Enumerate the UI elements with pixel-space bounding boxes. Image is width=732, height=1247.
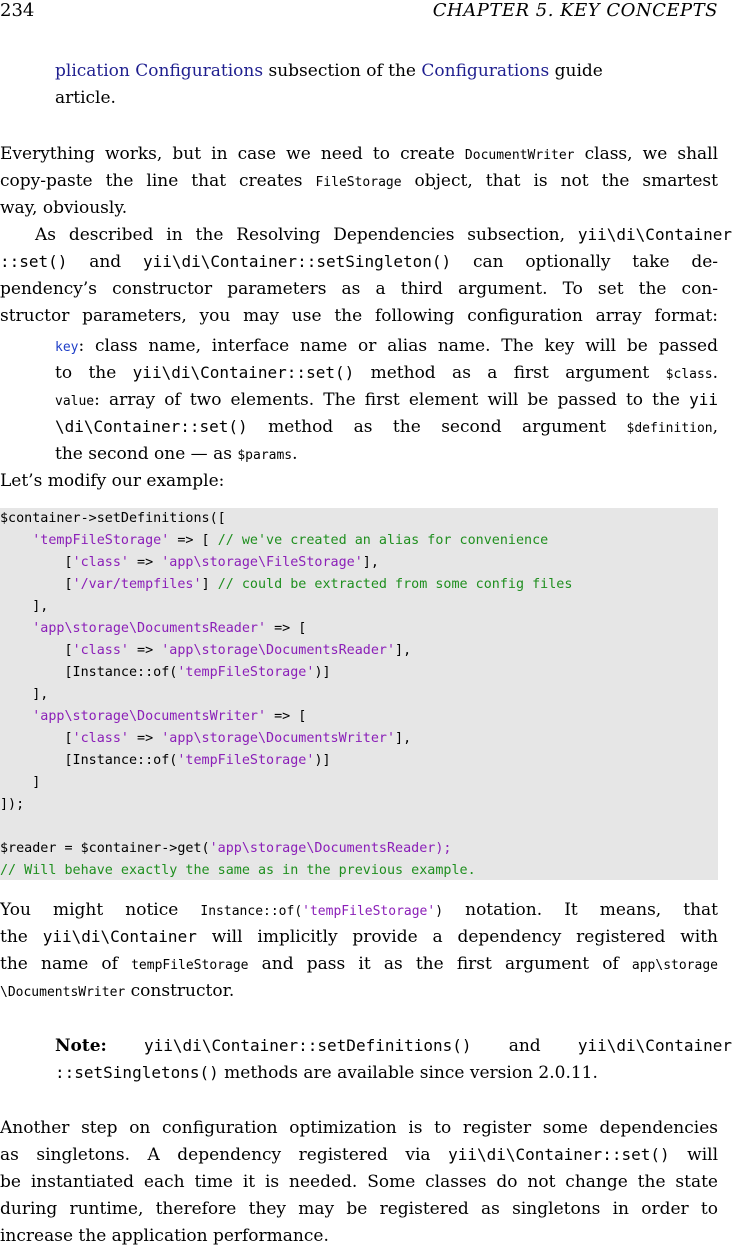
code-line xyxy=(0,838,451,860)
code-text: => xyxy=(129,643,162,658)
p3-line-1 xyxy=(0,899,718,923)
text: . xyxy=(292,444,298,464)
code-comment: // Will behave exactly the same as in the previous example. xyxy=(0,863,476,878)
text: the name of xyxy=(0,954,118,974)
p1-line-3: way, obviously. xyxy=(0,198,128,218)
key-label: key xyxy=(55,340,79,355)
code-text: [ xyxy=(64,731,73,746)
code-string: 'tempFileStorage' xyxy=(177,665,315,680)
inline-code: yii\di\Container::set() xyxy=(132,363,355,382)
p3-line-2 xyxy=(0,926,718,948)
text: You might notice xyxy=(0,900,179,920)
code-text: ] xyxy=(32,775,41,790)
text: method as a first argument xyxy=(370,363,650,383)
text: and xyxy=(508,1036,541,1056)
code-text: [ xyxy=(64,555,73,570)
code-text: ]); xyxy=(0,797,25,812)
text: methods are available since version 2.0.11. xyxy=(224,1063,598,1083)
text: the xyxy=(0,927,28,947)
code-text: => xyxy=(129,555,162,570)
code-string: 'app\storage\DocumentsReader); xyxy=(209,841,452,856)
code-line xyxy=(0,728,411,750)
code-text: [ xyxy=(64,577,73,592)
text: Everything works, but in case we need to create xyxy=(0,144,455,164)
code-text: ], xyxy=(362,555,379,570)
p4-line-1: Another step on configuration optimization is to register some dependencies xyxy=(0,1118,718,1138)
text: method as the second argument xyxy=(268,417,607,437)
code-text: => [ xyxy=(169,533,218,548)
code-text: [ xyxy=(64,643,73,658)
configurations-link[interactable]: Configurations xyxy=(135,61,264,81)
item-value-line-1 xyxy=(55,389,718,413)
code-string: 'class' xyxy=(72,731,129,746)
code-line xyxy=(0,706,306,728)
p1-line-2 xyxy=(0,170,718,194)
p1-line-1 xyxy=(0,143,718,167)
text: can optionally take de- xyxy=(472,252,719,272)
code-line xyxy=(0,794,24,816)
item-value-line-2 xyxy=(55,416,718,440)
code-string: 'app\storage\DocumentsWriter' xyxy=(32,709,267,724)
text: , xyxy=(712,417,719,437)
inline-code: $definition xyxy=(626,421,713,436)
code-line xyxy=(0,684,48,706)
text: and pass it as the first argument of xyxy=(261,954,619,974)
intro-line-2: article. xyxy=(55,88,116,108)
code-text: ], xyxy=(395,643,412,658)
text: As described in the Resolving Dependencies subsection, xyxy=(35,225,566,245)
p2-line-1 xyxy=(35,224,732,246)
item-value-line-3 xyxy=(55,443,298,467)
inline-code: yii\di\Container xyxy=(577,225,732,244)
inline-code: \DocumentsWriter xyxy=(0,985,126,1000)
text: object, that is not the smartest xyxy=(414,171,718,191)
text: . xyxy=(712,363,719,383)
text: will xyxy=(687,1145,719,1165)
intro-text: subsection of the xyxy=(268,61,416,81)
p2-line-2 xyxy=(0,251,718,273)
configurations-guide-link[interactable]: Configurations xyxy=(421,61,550,81)
inline-code: Instance::of( xyxy=(200,904,303,919)
inline-code-string: 'tempFileStorage' xyxy=(302,904,436,919)
code-text: ], xyxy=(395,731,412,746)
code-text: )] xyxy=(314,665,331,680)
code-string: 'class' xyxy=(72,555,129,570)
inline-code: $class xyxy=(665,367,713,382)
text: constructor. xyxy=(130,981,235,1001)
p2-line-4: structor parameters, you may use the following configuration array format: xyxy=(0,306,718,326)
code-line xyxy=(0,640,411,662)
inline-code: \di\Container::set() xyxy=(55,417,248,436)
text: the second one — as xyxy=(55,444,232,464)
code-string: 'class' xyxy=(72,643,129,658)
running-header xyxy=(0,0,718,22)
inline-code: app\storage xyxy=(631,958,718,973)
text: : class name, interface name or alias name. The key will be passed xyxy=(78,336,718,356)
inline-code: DocumentWriter xyxy=(464,148,575,163)
inline-code: FileStorage xyxy=(315,175,402,190)
inline-code: ::set() xyxy=(0,252,68,271)
p2-line-3: pendency’s constructor parameters as a third argument. To set the con- xyxy=(0,279,718,299)
inline-code: tempFileStorage xyxy=(131,958,249,973)
inline-code: yii\di\Container::set() xyxy=(448,1145,670,1164)
inline-code: yii xyxy=(689,390,718,409)
code-line xyxy=(0,860,476,882)
inline-code: yii\di\Container::setSingleton() xyxy=(142,252,452,271)
code-text: [Instance::of( xyxy=(64,753,178,768)
code-line xyxy=(0,508,226,530)
code-text: )] xyxy=(314,753,331,768)
inline-code: yii\di\Container::setDefinitions() xyxy=(144,1036,472,1055)
text: to the xyxy=(55,363,117,383)
code-string: '/var/tempfiles' xyxy=(72,577,202,592)
code-text: => xyxy=(129,731,162,746)
code-comment: // we've created an alias for convenience xyxy=(217,533,549,548)
code-string: 'tempFileStorage' xyxy=(177,753,315,768)
note-line-1 xyxy=(55,1035,732,1057)
text: copy-paste the line that creates xyxy=(0,171,303,191)
code-block xyxy=(0,508,718,880)
text: notation. It means, that xyxy=(465,900,719,920)
code-text: [Instance::of( xyxy=(64,665,178,680)
code-line xyxy=(0,662,331,684)
inline-code: yii\di\Container xyxy=(42,927,197,946)
intro-line-1 xyxy=(55,60,603,82)
text: as singletons. A dependency registered via xyxy=(0,1145,431,1165)
code-string: 'app\storage\FileStorage' xyxy=(161,555,363,570)
item-key-line-1 xyxy=(55,335,718,359)
page-number: 234 xyxy=(0,0,35,21)
text: and xyxy=(89,252,122,272)
code-string: 'app\storage\DocumentsReader' xyxy=(161,643,396,658)
intro-link-part[interactable]: plication xyxy=(55,61,130,81)
code-line xyxy=(0,574,572,596)
value-label: value xyxy=(55,394,95,409)
text: class, we shall xyxy=(584,144,719,164)
code-string: 'app\storage\DocumentsReader' xyxy=(32,621,267,636)
code-text: ], xyxy=(32,687,49,702)
text: : array of two elements. The first element will be passed to the xyxy=(94,390,680,410)
p3-line-4 xyxy=(0,980,234,1004)
code-text: $container->setDefinitions([ xyxy=(0,511,226,526)
code-comment: // could be extracted from some config files xyxy=(217,577,573,592)
inline-code: $params xyxy=(237,448,293,463)
p4-line-2 xyxy=(0,1144,718,1166)
code-text: $reader = $container->get( xyxy=(0,841,210,856)
code-line xyxy=(0,618,306,640)
chapter-title: CHAPTER 5. KEY CONCEPTS xyxy=(432,0,718,21)
intro-text-end: guide xyxy=(554,61,603,81)
code-line xyxy=(0,750,331,772)
inline-code: ) xyxy=(435,904,444,919)
code-line xyxy=(0,772,40,794)
item-key-line-2 xyxy=(55,362,718,386)
p4-line-4: during runtime, therefore they may be registered as singletons in order to xyxy=(0,1199,718,1219)
note-label: Note: xyxy=(55,1036,107,1056)
code-line xyxy=(0,530,548,552)
code-line xyxy=(0,596,48,618)
text: will implicitly provide a dependency registered with xyxy=(211,927,718,947)
inline-code: ::setSingletons() xyxy=(55,1063,219,1082)
code-string: 'tempFileStorage' xyxy=(32,533,170,548)
code-text: ] xyxy=(201,577,218,592)
p3-line-3 xyxy=(0,953,718,977)
note-line-2 xyxy=(55,1062,598,1084)
lets-modify: Let’s modify our example: xyxy=(0,471,225,491)
p4-line-5: increase the application performance. xyxy=(0,1226,329,1246)
code-text: ], xyxy=(32,599,49,614)
p4-line-3: be instantiated each time it is needed. Some classes do not change the state xyxy=(0,1172,718,1192)
code-line xyxy=(0,552,379,574)
inline-code: yii\di\Container xyxy=(577,1036,732,1055)
code-string: 'app\storage\DocumentsWriter' xyxy=(161,731,396,746)
code-text: => [ xyxy=(266,621,307,636)
code-text: => [ xyxy=(266,709,307,724)
